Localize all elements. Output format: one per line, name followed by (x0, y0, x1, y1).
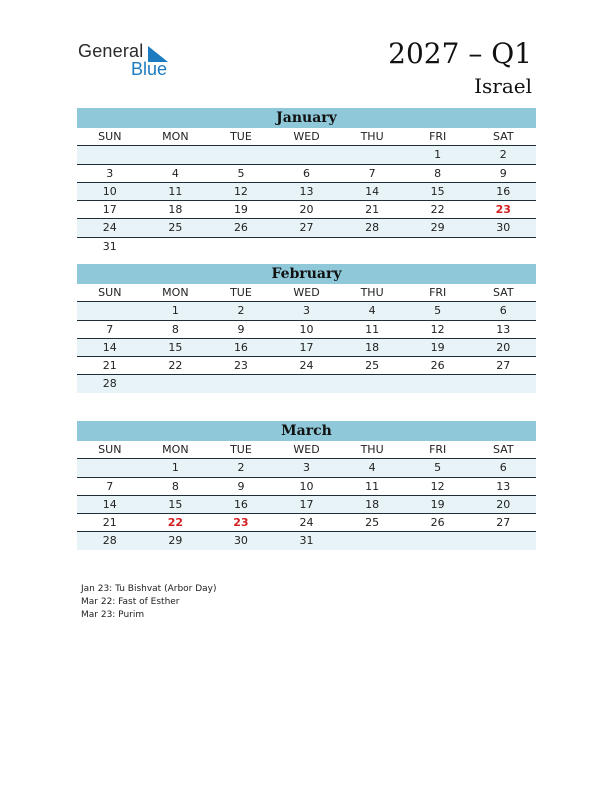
day-cell: 11 (365, 322, 380, 336)
brand-name-blue: Blue (131, 59, 168, 79)
day-cell: 18 (365, 497, 380, 511)
week-row (77, 496, 536, 514)
day-cell: 8 (171, 479, 179, 493)
empty-day-cell (77, 459, 143, 476)
empty-day-cell (339, 375, 405, 392)
week-row (77, 321, 536, 339)
day-cell: 12 (430, 479, 445, 493)
day-cell: 18 (168, 203, 183, 217)
day-cell: 13 (496, 322, 511, 336)
day-cell: 2 (237, 304, 245, 318)
day-cell: 4 (171, 166, 179, 180)
month-title: January (77, 108, 536, 128)
week-row (77, 375, 536, 392)
day-cell: 13 (299, 184, 314, 198)
day-cell: 7 (368, 166, 376, 180)
day-cell: 21 (365, 203, 380, 217)
weekday-label: SAT (492, 130, 514, 143)
week-row (77, 165, 536, 183)
week-row (77, 478, 536, 496)
day-cell: 20 (299, 203, 314, 217)
day-cell: 31 (299, 534, 314, 548)
day-cell: 9 (237, 479, 245, 493)
day-cell: 23 (495, 203, 511, 217)
day-cell: 9 (499, 166, 507, 180)
day-cell: 21 (102, 516, 117, 530)
weekday-label: THU (360, 443, 384, 456)
day-cell: 9 (237, 322, 245, 336)
day-cell: 4 (368, 461, 376, 475)
day-cell: 16 (233, 340, 248, 354)
day-cell: 20 (496, 497, 511, 511)
day-cell: 28 (102, 534, 117, 548)
weekday-label: TUE (230, 130, 252, 143)
empty-day-cell (208, 238, 274, 255)
day-cell: 5 (434, 304, 442, 318)
weekday-label: WED (293, 443, 320, 456)
day-cell: 16 (496, 184, 511, 198)
weekday-label: SUN (98, 286, 122, 299)
country-name: Israel (474, 74, 532, 98)
holiday-note: Jan 23: Tu Bishvat (Arbor Day) (81, 584, 217, 594)
weekday-label: FRI (429, 443, 447, 456)
day-cell: 26 (233, 221, 248, 235)
empty-day-cell (405, 238, 471, 255)
day-cell: 29 (168, 534, 183, 548)
brand-logo (78, 41, 178, 81)
weekday-label: WED (293, 286, 320, 299)
week-row (77, 532, 536, 549)
day-cell: 8 (171, 322, 179, 336)
weekday-label: WED (293, 130, 320, 143)
empty-day-cell (274, 375, 340, 392)
weekday-label: MON (162, 130, 189, 143)
day-cell: 26 (430, 516, 445, 530)
day-cell: 2 (499, 148, 507, 162)
day-cell: 22 (168, 359, 183, 373)
brand-name-general: General (78, 41, 144, 61)
week-row (77, 201, 536, 219)
day-cell: 3 (303, 461, 311, 475)
holiday-note: Mar 23: Purim (81, 610, 145, 620)
day-cell: 22 (430, 203, 445, 217)
week-row (77, 183, 536, 201)
month-block-january (77, 108, 536, 255)
month-title: March (77, 421, 536, 441)
day-cell: 30 (496, 221, 511, 235)
page-title: 2027 – Q1 (388, 37, 532, 70)
weekday-header-row (77, 284, 536, 302)
day-cell: 22 (167, 516, 184, 530)
day-cell: 14 (102, 497, 117, 511)
day-cell: 28 (102, 377, 117, 391)
day-cell: 23 (233, 359, 248, 373)
week-row (77, 302, 536, 320)
weekday-label: FRI (429, 286, 447, 299)
day-cell: 10 (299, 479, 314, 493)
day-cell: 16 (233, 497, 248, 511)
empty-day-cell (143, 146, 209, 163)
day-cell: 24 (102, 221, 117, 235)
day-cell: 17 (299, 340, 314, 354)
week-row (77, 219, 536, 237)
day-cell: 29 (430, 221, 445, 235)
week-row (77, 238, 536, 255)
week-row (77, 357, 536, 375)
weekday-label: TUE (230, 286, 252, 299)
empty-day-cell (208, 375, 274, 392)
day-cell: 15 (168, 497, 183, 511)
day-cell: 14 (365, 184, 380, 198)
week-row (77, 459, 536, 477)
day-cell: 10 (102, 184, 117, 198)
holiday-note: Mar 22: Fast of Esther (81, 597, 180, 607)
day-cell: 31 (102, 239, 117, 253)
empty-day-cell (405, 532, 471, 549)
day-cell: 1 (171, 304, 179, 318)
day-cell: 28 (365, 221, 380, 235)
weekday-label: SAT (492, 286, 514, 299)
day-cell: 3 (106, 166, 114, 180)
empty-day-cell (274, 238, 340, 255)
day-cell: 2 (237, 461, 245, 475)
day-cell: 13 (496, 479, 511, 493)
empty-day-cell (339, 146, 405, 163)
weekday-label: SAT (492, 443, 514, 456)
empty-day-cell (339, 532, 405, 549)
day-cell: 25 (365, 359, 380, 373)
day-cell: 21 (102, 359, 117, 373)
empty-day-cell (405, 375, 471, 392)
day-cell: 6 (499, 461, 507, 475)
day-cell: 8 (434, 166, 442, 180)
day-cell: 12 (233, 184, 248, 198)
day-cell: 17 (102, 203, 117, 217)
day-cell: 27 (299, 221, 314, 235)
weekday-label: MON (162, 286, 189, 299)
day-cell: 7 (106, 479, 114, 493)
empty-day-cell (208, 146, 274, 163)
day-cell: 1 (434, 148, 442, 162)
day-cell: 7 (106, 322, 114, 336)
day-cell: 27 (496, 516, 511, 530)
day-cell: 15 (430, 184, 445, 198)
day-cell: 15 (168, 340, 183, 354)
day-cell: 12 (430, 322, 445, 336)
empty-day-cell (470, 238, 536, 255)
day-cell: 30 (233, 534, 248, 548)
month-block-march (77, 421, 536, 550)
day-cell: 17 (299, 497, 314, 511)
day-cell: 20 (496, 340, 511, 354)
day-cell: 24 (299, 516, 314, 530)
empty-day-cell (470, 375, 536, 392)
day-cell: 10 (299, 322, 314, 336)
empty-day-cell (77, 146, 143, 163)
day-cell: 19 (233, 203, 248, 217)
empty-day-cell (470, 532, 536, 549)
day-cell: 19 (430, 340, 445, 354)
empty-day-cell (77, 302, 143, 319)
day-cell: 3 (303, 304, 311, 318)
month-title: February (77, 264, 536, 284)
weekday-label: THU (360, 130, 384, 143)
day-cell: 27 (496, 359, 511, 373)
weekday-header-row (77, 441, 536, 459)
empty-day-cell (143, 375, 209, 392)
empty-day-cell (339, 238, 405, 255)
day-cell: 4 (368, 304, 376, 318)
day-cell: 24 (299, 359, 314, 373)
weekday-label: SUN (98, 443, 122, 456)
day-cell: 25 (365, 516, 380, 530)
day-cell: 6 (303, 166, 311, 180)
weekday-label: FRI (429, 130, 447, 143)
day-cell: 19 (430, 497, 445, 511)
day-cell: 23 (233, 516, 249, 530)
weekday-header-row (77, 128, 536, 146)
day-cell: 14 (102, 340, 117, 354)
weekday-label: TUE (230, 443, 252, 456)
empty-day-cell (143, 238, 209, 255)
holiday-notes (81, 583, 217, 622)
day-cell: 18 (365, 340, 380, 354)
month-block-february (77, 264, 536, 393)
day-cell: 26 (430, 359, 445, 373)
day-cell: 1 (171, 461, 179, 475)
week-row (77, 514, 536, 532)
day-cell: 5 (237, 166, 245, 180)
week-row (77, 339, 536, 357)
weekday-label: SUN (98, 130, 122, 143)
week-row (77, 146, 536, 164)
day-cell: 11 (365, 479, 380, 493)
day-cell: 25 (168, 221, 183, 235)
empty-day-cell (274, 146, 340, 163)
weekday-label: THU (360, 286, 384, 299)
weekday-label: MON (162, 443, 189, 456)
day-cell: 5 (434, 461, 442, 475)
day-cell: 11 (168, 184, 183, 198)
day-cell: 6 (499, 304, 507, 318)
